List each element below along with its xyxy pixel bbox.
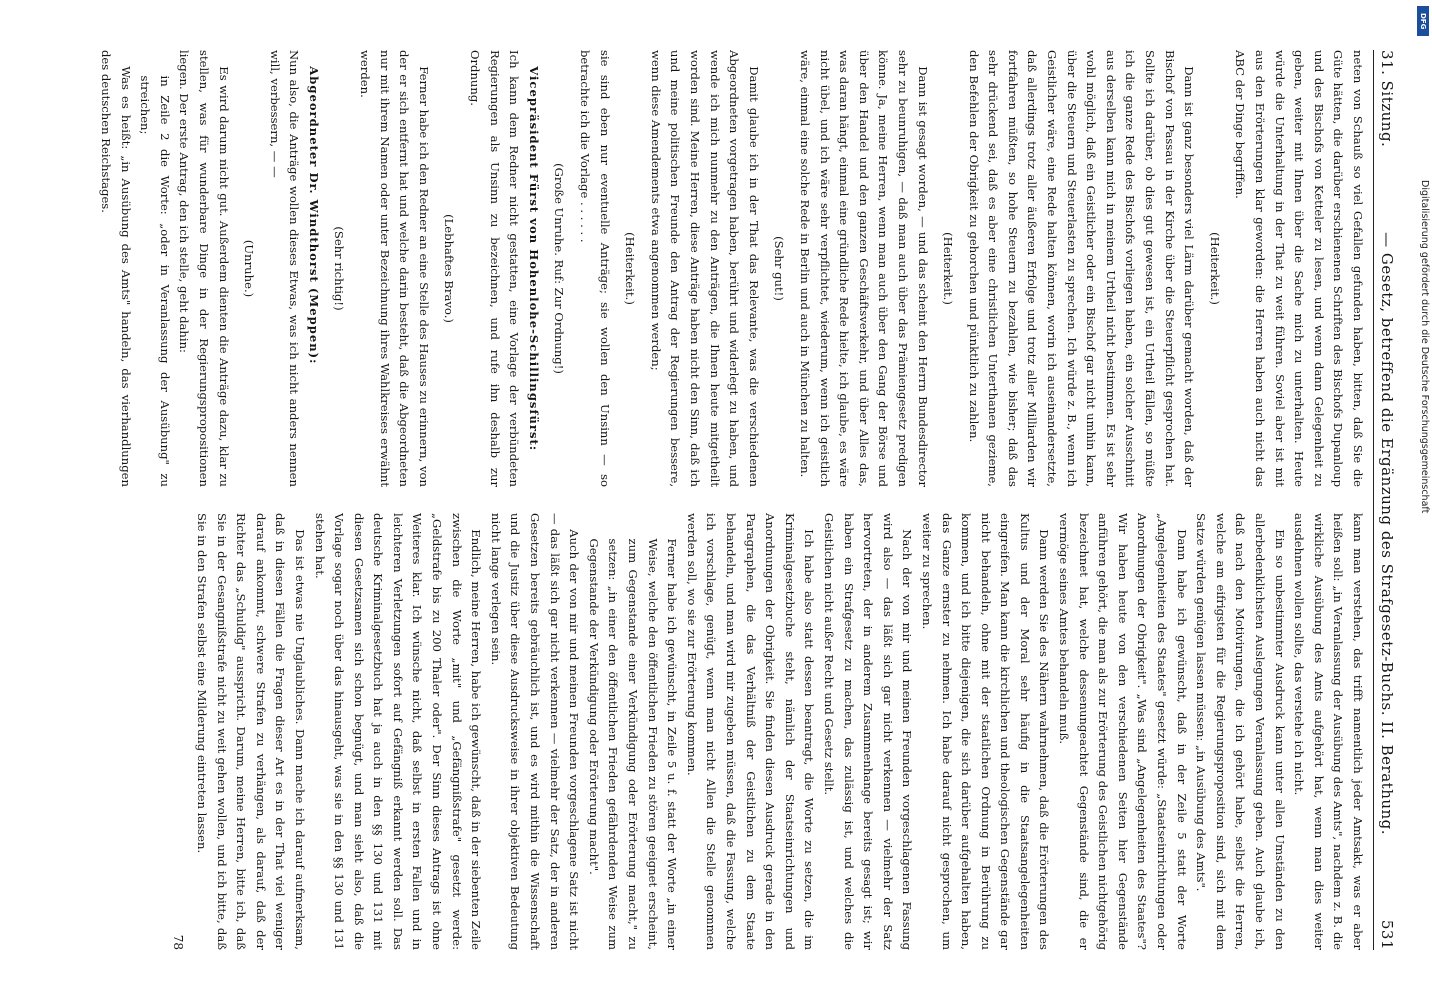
running-head — [1373, 50, 1396, 950]
paragraph: Ein so unbestimmter Ausdruck kann unter allen Umständen zu den allerbedenklichsten Auslegungen Veranlassung geben. Auch glaube ich, daß nach den Motivirungen, die ich gehört habe, selbst die Herren, welche am eifrigsten für die Regierungsproposition sind, sich mit dem Satze würden genügen lassen müssen: „in Ausübung des Amts". — [1194, 513, 1287, 950]
paragraph: Endlich, meine Herren, habe ich gewünscht, daß in der siebenten Zeile zwischen die Worte „mit" und „Gefängnißstrafe" gesetzt werde: „Geldstrafe bis zu 200 Thaler oder". Der Sinn dieses Antrags ist ohne Weiteres klar. Ich wünsche nicht, daß selbst in ersten Fallen und in leichteren Verletzungen sofort auf Gefängniß erkannt werden soll. Das deutsche Kriminalgesetzbuch hat ja auch in den §§ 130 und 131 mit diesen Gesetzsamen sich schon begnügt, und man sieht also, daß die Vorlage sogar noch über das hinausgeht, was sie in den §§ 130 und 131 stehen hat. — [312, 513, 484, 950]
paragraph: Nach der von mir und meinen Freunden vorgeschlagenen Fassung wird also — das läßt sich gar nicht verkennen — vielmehr der Satz hervortreten, der in anderem Zusammenhange bereits gesagt ist; wir haben ein Strafgesetz zu machen, das zulässig ist, und welches die Geistlichen nicht außer Recht und Gesetz stellt. — [821, 513, 915, 950]
paragraph: kann man verstehen, das trifft namentlich jeder Amtsakt, was er aber heißen soll: „in Veranlassung der Ausübung des Amts", nachdem z. B. die wirkliche Ausübung des Amts aufgehört hat, wenn man dies weiter ausdehnen wollen sollte, das verstehe ich nicht. — [1292, 513, 1365, 950]
paragraph: Ich habe also statt dessen beantragt, die Worte zu setzen, die im Kriminalgesetzbuche steht, nämlich der Staatseinrichtungen und Anordnungen der Obrigkeit. Sie finden diesen Ausdruck gerade in den Paragraphen, die das Verhältniß der Geistlichen zu dem Staate behandeln, und man wird mir zugeben müssen, daß die Fassung, welche ich vorschlage, genügt, wenn man nicht Allen die Stelle genommen werden soll, wo sie zur Erörterung kommen. — [684, 513, 817, 950]
paragraph: Dann werden Sie des Nähern wahrnehmen, daß die Erörterungen des Kultus und der Moral sehr häufig in die Staatsangelegenheiten eingreifen. Man kann die kirchlichen und theologischen Gegenstände gar nicht behandeln, ohne mit der staatlichen Ordnung in Berührung zu kommen, und ich bitte diejenigen, die sich darüber aufgehalten haben, das Ganze ernster zu nehmen. Ich habe darauf nicht gesprochen, um weiter zu sprechen. — [919, 513, 1052, 950]
digitization-credit: Digitalisierung gefördert durch die Deutsche Forschungsgemeinschaft — [1419, 180, 1430, 514]
remark: (Heiterkeit.) — [941, 232, 956, 305]
remark: (Heiterkeit.) — [623, 232, 638, 305]
paragraph: Es wird darum nicht gut. Außerdem dienten die Anträge dazu, klar zu stellen, was für wunderbare Dinge in der Regierungspropositionen liegen. Der erste Antrag, den ich stelle, geht dahin: — [177, 50, 231, 487]
paragraph: Ferner habe ich den Redner an eine Stelle des Hauses zu erinnern, von der er sich entfernt hat und welche darin besteht, daß die Abgeordneten nur mit ihrem Namen oder unter Bezeichnung ihres Wahlkreises erwähnt werden. — [358, 50, 431, 487]
document-page — [26, 20, 1406, 980]
paragraph: Was es heißt: „in Ausübung des Amts" handeln, das vierhandlungen des deutschen Reichstages. — [98, 50, 133, 487]
paragraph: neten von Schauß so viel Gefallen gefunden haben, bitten, daß Sie die Güte hätten, die darüber erschienenen Schriften des Bischofs Dupanloup und des Bischofs von Ketteler zu lesen, und wenn dann Gelegenheit zu geben, weiter mit Ihnen über die Sache mich zu unterhalten. Heute würde die Unterhaltung in der That zu weit führen. Soviel aber ist mit aus den Erörterungen klar geworden: die Herren haben auch nicht das ABC der Dinge begriffen. — [1233, 50, 1365, 487]
paragraph: sie sind eben nur eventuelle Anträge; sie wollen den Unsinn — so betrachte ich die Vorlage . . . . . . — [578, 50, 612, 487]
speaker-name: Abgeordneter Dr. Windthorst (Meppen): — [306, 66, 321, 365]
speaker-name: Vicepräsident Fürst von Hohenlohe-Schillingsfürst: — [526, 66, 541, 452]
sheet-number: 78 — [171, 934, 186, 950]
quoted-amendment: Ferner habe ich gewünscht, in Zeile 5 u. f. statt der Worte „in einer Weise, welche den öffentlichen Frieden zu stören geeignet erscheint, zum Gegenstande einer Verkündigung oder Erörterung macht," zu setzen: „in einer den öffentlichen Frieden gefährdenden Weise zum Gegenstande der Verkündigung oder Erörterung macht". — [586, 538, 680, 950]
page-title: — Gesetz, betreffend die Ergänzung des Strafgesetz-Buchs. II. Berathung. — [1378, 232, 1396, 836]
remark: (Heiterkeit.) — [1207, 232, 1222, 305]
remark: (Große Unruhe. Ruf: Zur Ordnung!) — [552, 163, 567, 374]
remark: (Sehr richtig!) — [332, 226, 347, 311]
paragraph: Damit glaube ich in der That das Relevante, was die verschiedenen Abgeordneten vorgetragen haben, berührt und widerlegt zu haben, und wende ich mich nunmehr zu den Anträgen, die Ihnen heute mitgetheilt worden sind. Meine Herren, diese Anträge haben nicht den Sinn, daß ich und meine politischen Freunde den Antrag der Regierungen bessere, wenn diese Amendements etwa angenommen werden; — [648, 50, 761, 487]
session-label: 31. Sitzung. — [1378, 50, 1396, 148]
dfg-logo: DFG — [1417, 6, 1429, 36]
paragraph: Das ist etwas nie Unglaubliches. Dann mache ich darauf aufmerksam, daß in diesen Fällen die Fragen dieser Art es in der That viel weniger darauf ankommt, schwere Strafen zu verhängen, als darauf, daß der Richter das „Schuldig" ausspricht. Darum, meine Herren, bitte ich, daß Sie in der Gesangnißstrafe nicht zu weit gehen wollen, und ich bitte, daß Sie in den Strafen selbst eine Milderung eintreten lassen. — [194, 513, 307, 950]
right-column — [97, 513, 1367, 950]
remark: (Unruhe.) — [242, 239, 257, 298]
paragraph: Auch der von mir und meinen Freunden vorgeschlagene Satz ist nicht — das läßt sich gar nicht verkennen — vielmehr der Satz, der in anderen Gesetzen bereits gebräuchlich ist, und es wird mithin die Wissenschaft und die Justiz über diese Ausdrucksweise in ihrer objektiven Bedeutung nicht lange verlegen sein. — [488, 513, 582, 950]
text-columns — [97, 50, 1367, 950]
left-column — [97, 50, 1367, 487]
remark: (Sehr gut!) — [772, 236, 787, 301]
paragraph: Dann habe ich gewünscht, daß in der Zeile 5 statt der Worte „Angelegenheiten des Staates" gesetzt würde: „Staatseinrichtungen oder Anordnungen der Obrigkeit". „Was sind „Angelegenheiten des Staates"? Wir haben heute von den verschiedenen Seiten hier Gegenstände anführen gehört, die man als zur Erörterung des Geistlichen nichtgehörig bezeichnet hat, welche dessenungeachtet Gegenstände sind, die er vermöge seines Amtes behandeln muß. — [1057, 513, 1189, 950]
paragraph: Ich kann dem Redner nicht gestatten, eine Vorlage der verbündeten Regierungen als Unsinn zu bezeichnen, und rufe ihn deshalb zur Ordnung. — [468, 50, 522, 487]
paragraph: Dann ist ganz besonders viel Lärm darüber gemacht worden, daß der Bischof von Passau in der Kirche über die Steuerpflicht gesprochen hat. Sollte ich darüber, ob dies gut gewesen ist, ein Urtheil fällen, so müßte ich die ganze Rede des Bischofs vorliegen haben, ein solcher Ausschnitt aus derselben kann mich in meinem Urtheil nicht bestimmen. Es ist sehr wohl möglich, daß ein Geistlicher oder ein Bischof gar nicht umhin kann, über die Steuern und Steuerlasten zu sprechen. Ich würde z. B., wenn ich Geistlicher wäre, eine Rede halten können, worin ich auseinandersetzte, daß allerdings trotz aller äußeren Erfolge und trotz aller Milliarden wir fortfahren müßten, so hohe Steuern zu bezahlen, wie bisher; daß das sehr drückend sei, daß es aber eine christlichen Unterthanen gezieme, den Befehlen der Obrigkeit zu gehorchen und pünktlich zu zahlen. — [966, 50, 1197, 487]
paragraph: Dann ist gesagt worden, — und das scheint den Herrn Bundesdirector sehr zu beunruhigen, — daß man auch über das Prämiengesetz predigen könne. Ja, meine Herren, wenn man auch über den Gang der Börse und über den Handel und den ganzen Geschäftsverkehr, und über Alles das, was daran hängt, einmal eine gründliche Rede hielte, ich glaube, es wäre nicht übel, und ich wäre sehr verpflichtet, wiederum, wenn ich geistlich wäre, einmal eine solche Rede in Berlin und auch in München zu halten. — [797, 50, 930, 487]
page-number: 531 — [1378, 919, 1396, 950]
quoted-amendment: in Zeile 2 die Worte: „oder in Veranlassung der Ausübung" zu streichen; — [138, 75, 172, 487]
remark: (Lebhaftes Bravo.) — [442, 214, 457, 323]
paragraph: Nun also, die Anträge wollen dieses Etwas, was ich nicht anders nennen will, verbessern, — — — [267, 50, 302, 487]
